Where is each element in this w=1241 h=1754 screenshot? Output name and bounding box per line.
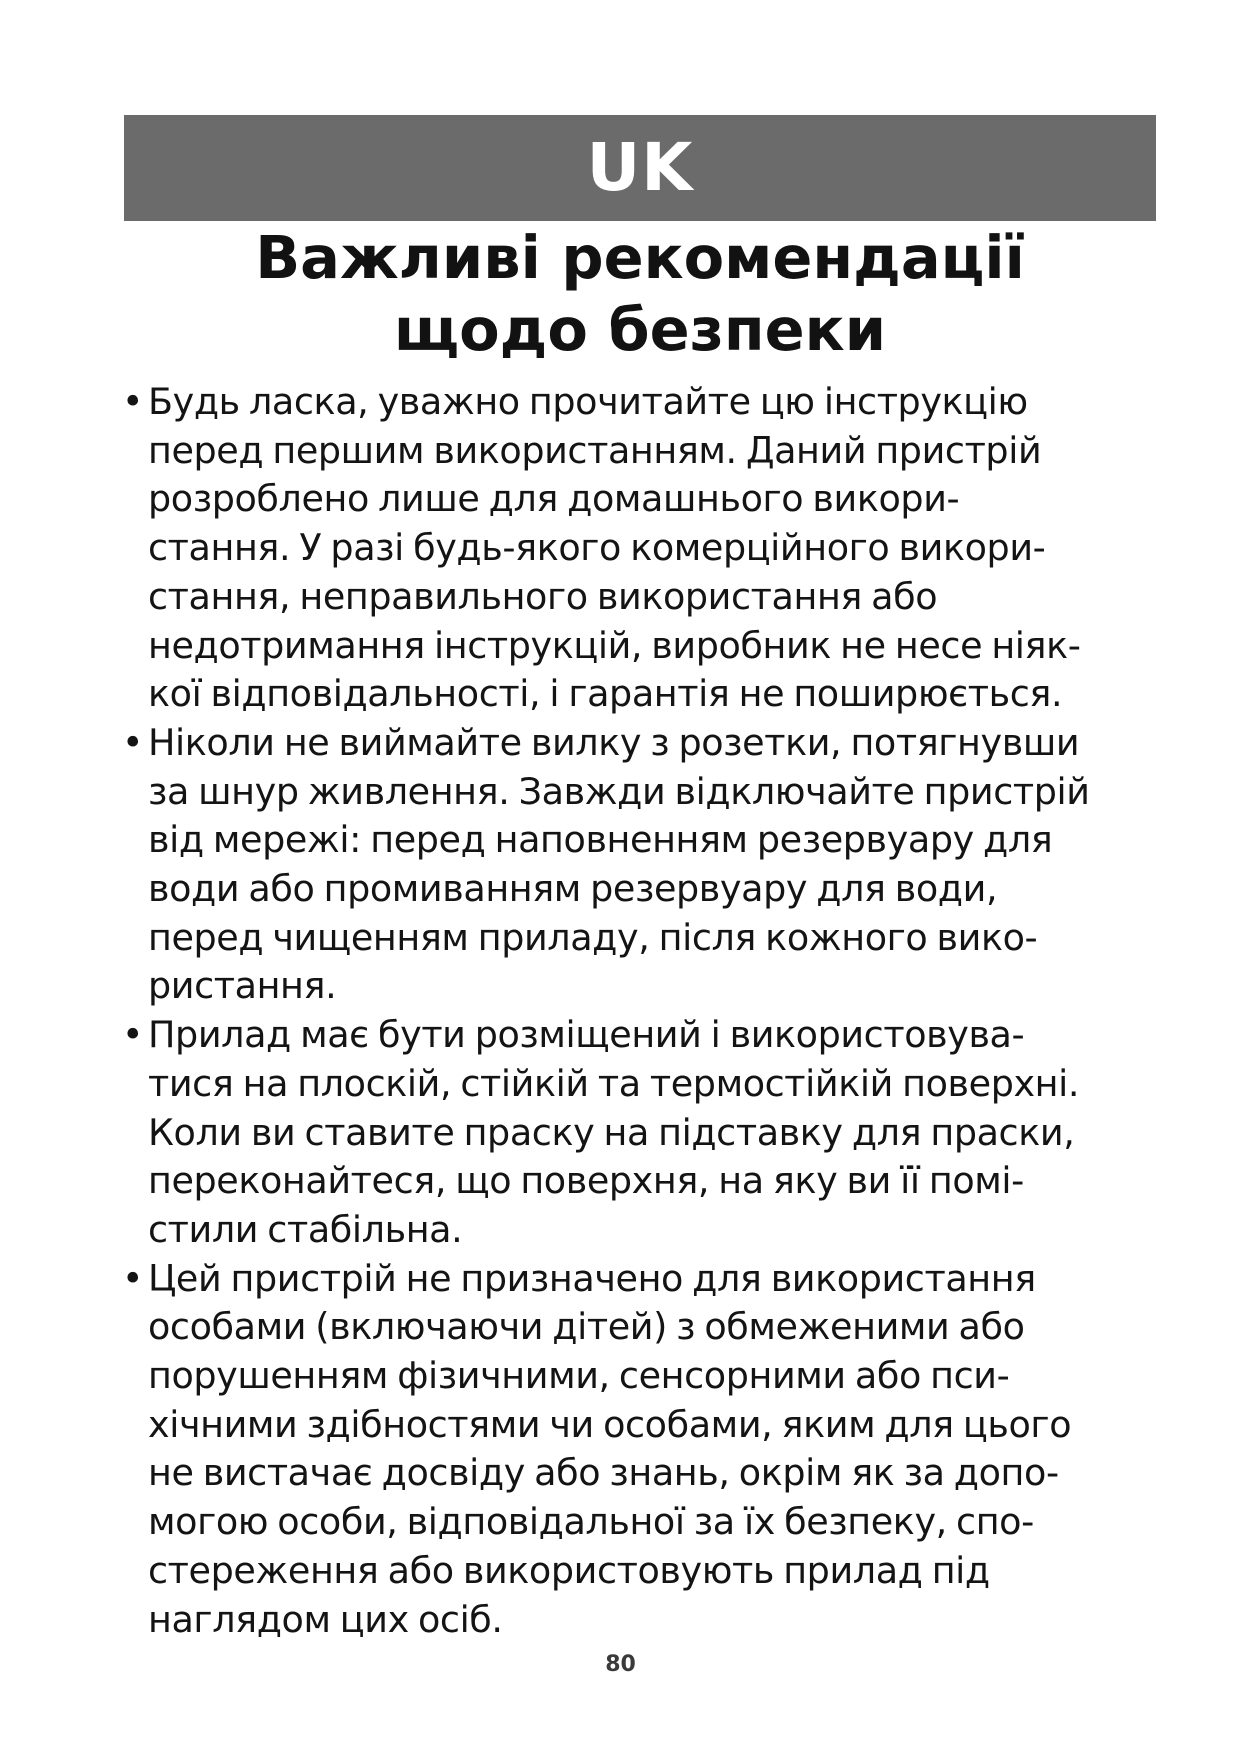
safety-recommendations-list xyxy=(122,378,1192,1644)
safety-item-2-line: перед чищенням приладу, після кожного вико- xyxy=(148,915,1038,959)
safety-item-2-line: Ніколи не виймайте вилку з розетки, потягнувши xyxy=(148,720,1080,764)
safety-item-3-line: переконайтеся, що поверхня, на яку ви її помі- xyxy=(148,1159,1024,1203)
safety-item-4-line: могою особи, відповідальної за їх безпеку, спо- xyxy=(148,1500,1034,1544)
safety-item-3 xyxy=(122,1011,1192,1255)
safety-item-4-line: особами (включаючи дітей) з обмеженими або xyxy=(148,1305,1025,1349)
page-number: 80 xyxy=(605,1652,636,1677)
safety-item-4-line: Цей пристрій не призначено для використання xyxy=(148,1256,1036,1300)
safety-item-2-line: води або промиванням резервуару для води, xyxy=(148,867,998,911)
safety-item-3-line: стили стабільна. xyxy=(148,1207,463,1251)
bullet-icon: • xyxy=(122,1256,144,1300)
bullet-icon: • xyxy=(122,380,144,423)
safety-item-1 xyxy=(122,378,1192,719)
safety-item-3-line: Коли ви ставите праску на підставку для праски, xyxy=(148,1110,1075,1154)
safety-item-2-line: за шнур живлення. Завжди відключайте пристрій xyxy=(148,769,1090,813)
page-title xyxy=(124,222,1156,366)
safety-item-4-line: наглядом цих осіб. xyxy=(148,1597,503,1641)
safety-item-3-line: тися на плоскій, стійкій та термостійкій поверхні. xyxy=(148,1061,1080,1105)
bullet-icon: • xyxy=(122,720,144,764)
safety-item-1-line: стання, неправильного використання або xyxy=(148,574,938,618)
safety-item-2 xyxy=(122,719,1192,1011)
page-title-line-1: Важливі рекомендації xyxy=(255,223,1025,292)
safety-item-2-line: ристання. xyxy=(148,964,337,1008)
safety-item-4-line: не вистачає досвіду або знань, окрім як за допо- xyxy=(148,1451,1059,1495)
safety-item-1-line: розроблено лише для домашнього викори- xyxy=(148,477,960,521)
safety-item-4-line: порушенням фізичними, сенсорними або пси- xyxy=(148,1354,1010,1398)
safety-item-4 xyxy=(122,1255,1192,1645)
page-title-line-2: щодо безпеки xyxy=(393,295,887,364)
safety-item-2-line: від мережі: перед наповненням резервуару для xyxy=(148,818,1053,862)
bullet-icon: • xyxy=(122,1013,144,1057)
safety-item-1-line: кої відповідальності, і гарантія не поширюється. xyxy=(148,672,1063,716)
language-code: UK xyxy=(586,129,694,206)
safety-item-1-line: Будь ласка, уважно прочитайте цю інструкцію xyxy=(148,380,1028,423)
safety-item-3-line: Прилад має бути розміщений і використовува- xyxy=(148,1013,1025,1057)
language-header-band xyxy=(124,115,1156,221)
safety-item-1-line: стання. У разі будь-якого комерційного викори- xyxy=(148,526,1046,570)
safety-item-4-line: хічними здібностями чи особами, яким для цього xyxy=(148,1402,1072,1446)
safety-item-1-line: недотримання інструкцій, виробник не несе ніяк- xyxy=(148,623,1081,667)
safety-item-1-line: перед першим використанням. Даний пристрій xyxy=(148,428,1042,472)
safety-item-4-line: стереження або використовують прилад під xyxy=(148,1548,990,1592)
